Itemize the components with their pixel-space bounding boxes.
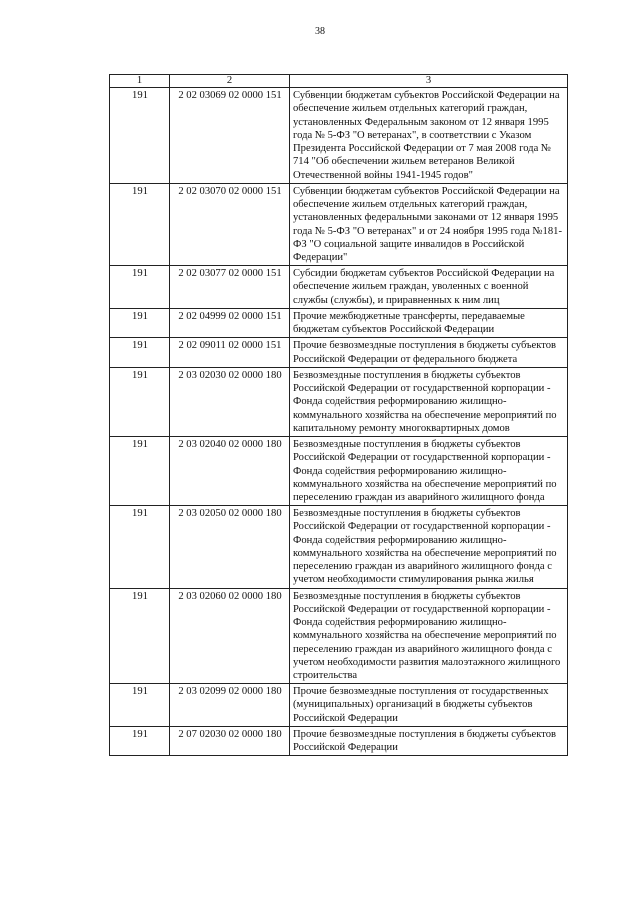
header-column-3: 3 [290, 75, 568, 88]
admin-code-cell: 191 [110, 588, 170, 684]
admin-code-cell: 191 [110, 437, 170, 506]
header-row [110, 75, 568, 88]
admin-code-cell: 191 [110, 506, 170, 588]
revenue-code-cell: 2 03 02030 02 0000 180 [170, 367, 290, 436]
budget-revenue-codes-table [109, 74, 568, 756]
revenue-code-cell: 2 02 03077 02 0000 151 [170, 266, 290, 309]
revenue-name-cell: Прочие безвозмездные поступления от государственных (муниципальных) организаций в бюджеты субъектов Российской Федерации [290, 684, 568, 727]
revenue-code-cell: 2 07 02030 02 0000 180 [170, 726, 290, 755]
page-number: 38 [315, 26, 325, 37]
table-body [110, 88, 568, 756]
table-row [110, 308, 568, 337]
revenue-code-cell: 2 03 02050 02 0000 180 [170, 506, 290, 588]
revenue-name-cell: Безвозмездные поступления в бюджеты субъектов Российской Федерации от государственной корпорации - Фонда содействия реформированию жилищно-коммунального хозяйства на обеспечение мероприятий по переселению граждан из аварийного жилищного фонда с учетом необходимости развития малоэтажного жилищного строительства [290, 588, 568, 684]
admin-code-cell: 191 [110, 367, 170, 436]
table-row [110, 367, 568, 436]
revenue-code-cell: 2 03 02099 02 0000 180 [170, 684, 290, 727]
table-row [110, 437, 568, 506]
table-row [110, 506, 568, 588]
admin-code-cell: 191 [110, 308, 170, 337]
header-column-2: 2 [170, 75, 290, 88]
table-row [110, 684, 568, 727]
admin-code-cell: 191 [110, 338, 170, 367]
revenue-code-cell: 2 02 03069 02 0000 151 [170, 88, 290, 184]
revenue-name-cell: Прочие межбюджетные трансферты, передаваемые бюджетам субъектов Российской Федерации [290, 308, 568, 337]
revenue-name-cell: Прочие безвозмездные поступления в бюджеты субъектов Российской Федерации [290, 726, 568, 755]
revenue-code-cell: 2 02 09011 02 0000 151 [170, 338, 290, 367]
revenue-name-cell: Безвозмездные поступления в бюджеты субъектов Российской Федерации от государственной корпорации - Фонда содействия реформированию жилищно-коммунального хозяйства на обеспечение мероприятий по капитальному ремонту многоквартирных домов [290, 367, 568, 436]
revenue-name-cell: Субвенции бюджетам субъектов Российской Федерации на обеспечение жильем отдельных категорий граждан, установленных федеральными законами от 12 января 1995 года № 5-ФЗ "О ветеранах" и от 24 ноября 1995 года №181-ФЗ "О социальной защите инвалидов в Российской Федерации" [290, 183, 568, 265]
revenue-name-cell: Субсидии бюджетам субъектов Российской Федерации на обеспечение жильем граждан, уволенных с военной службы (службы), и приравненных к ним лиц [290, 266, 568, 309]
admin-code-cell: 191 [110, 726, 170, 755]
revenue-code-cell: 2 02 04999 02 0000 151 [170, 308, 290, 337]
table-row [110, 88, 568, 184]
revenue-code-cell: 2 03 02040 02 0000 180 [170, 437, 290, 506]
admin-code-cell: 191 [110, 684, 170, 727]
admin-code-cell: 191 [110, 183, 170, 265]
revenue-name-cell: Субвенции бюджетам субъектов Российской Федерации на обеспечение жильем отдельных категорий граждан, установленных Федеральным законом от 12 января 1995 года № 5-ФЗ "О ветеранах", в соответствии с Указом Президента Российской Федерации от 7 мая 2008 года № 714 "Об обеспечении жильем ветеранов Великой Отечественной войны 1941-1945 годов" [290, 88, 568, 184]
revenue-name-cell: Безвозмездные поступления в бюджеты субъектов Российской Федерации от государственной корпорации - Фонда содействия реформированию жилищно-коммунального хозяйства на обеспечение мероприятий по переселению граждан из аварийного жилищного фонда с учетом необходимости стимулирования рынка жилья [290, 506, 568, 588]
revenue-code-cell: 2 03 02060 02 0000 180 [170, 588, 290, 684]
revenue-name-cell: Прочие безвозмездные поступления в бюджеты субъектов Российской Федерации от федерального бюджета [290, 338, 568, 367]
revenue-code-cell: 2 02 03070 02 0000 151 [170, 183, 290, 265]
table-row [110, 183, 568, 265]
header-column-1: 1 [110, 75, 170, 88]
table-row [110, 338, 568, 367]
table-row [110, 266, 568, 309]
table-row [110, 726, 568, 755]
revenue-name-cell: Безвозмездные поступления в бюджеты субъектов Российской Федерации от государственной корпорации - Фонда содействия реформированию жилищно-коммунального хозяйства на обеспечение мероприятий по переселению граждан из аварийного жилищного фонда [290, 437, 568, 506]
admin-code-cell: 191 [110, 88, 170, 184]
table-row [110, 588, 568, 684]
table-header [110, 75, 568, 88]
admin-code-cell: 191 [110, 266, 170, 309]
